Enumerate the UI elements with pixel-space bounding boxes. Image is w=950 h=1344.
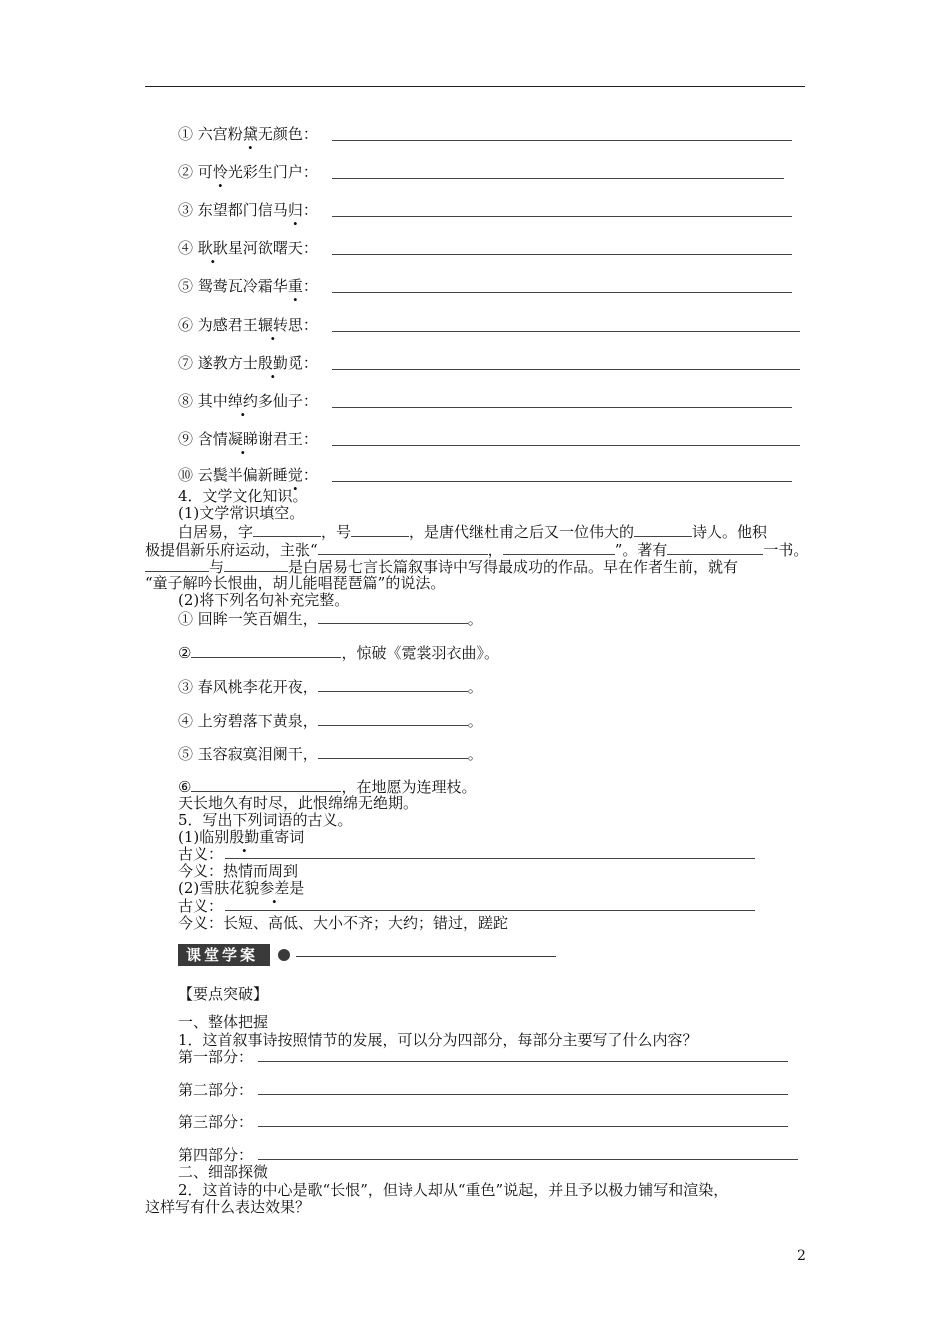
q5-word2 <box>178 879 304 898</box>
q4-line1 <box>178 522 767 542</box>
blank-field[interactable] <box>634 522 692 537</box>
answer-line[interactable] <box>225 858 755 859</box>
item-text: 东望都门信马 <box>197 201 288 219</box>
part-label-3: 第三部分： <box>178 1113 254 1131</box>
answer-line[interactable] <box>258 1159 798 1160</box>
item-text: 遂教方士 <box>197 354 258 372</box>
text: ，在地愿为连理枝。 <box>341 778 477 796</box>
item-number: ⑧ <box>178 392 194 410</box>
blank-field[interactable] <box>318 711 468 726</box>
blank-field[interactable] <box>318 609 468 624</box>
text: (2)雪肤花貌 <box>178 879 260 897</box>
dotted-word: 辗转 <box>257 316 288 334</box>
item-text: 鸳鸯瓦冷霜华 <box>197 277 288 295</box>
answer-line[interactable] <box>332 254 792 255</box>
blank-field[interactable] <box>318 677 468 692</box>
part-label-1: 第一部分： <box>178 1048 254 1066</box>
dotted-word: 怜 <box>212 163 228 181</box>
explanation-item <box>178 162 318 182</box>
answer-line[interactable] <box>258 1094 788 1095</box>
item-text: 可 <box>197 163 213 181</box>
text: 白居易，字 <box>178 523 254 541</box>
item-text: ： <box>302 466 318 484</box>
item-text: 为感君王 <box>197 316 258 334</box>
answer-line[interactable] <box>332 369 800 370</box>
blank-field[interactable] <box>318 744 468 759</box>
q4-sub1: (1)文学常识填空。 <box>178 504 305 522</box>
item-number: ③ <box>178 201 194 219</box>
key-points-heading: 【要点突破】 <box>178 985 269 1003</box>
banner-label: 课堂学案 <box>178 944 270 966</box>
answer-line[interactable] <box>225 910 755 911</box>
text: ， <box>487 541 503 559</box>
answer-line[interactable] <box>332 178 784 179</box>
blank-field[interactable] <box>224 557 288 572</box>
dotted-word: 绰约 <box>227 392 258 410</box>
verse-5 <box>178 744 483 764</box>
item-text: ： <box>302 201 318 219</box>
answer-line[interactable] <box>332 481 792 482</box>
item-text: 星河欲曙天： <box>227 239 318 257</box>
header-rule <box>145 86 805 87</box>
item-number: ⑦ <box>178 354 194 372</box>
explanation-item <box>178 124 318 144</box>
blank-field[interactable] <box>503 540 615 555</box>
question-2a: 2．这首诗的中心是歌“长恨”，但诗人却从“重色”说起，并且予以极力铺写和渲染， <box>178 1181 729 1199</box>
text: ③ 春风桃李花开夜， <box>178 678 318 696</box>
item-number: ① <box>178 125 194 143</box>
item-number: ④ <box>178 239 194 257</box>
explanation-item <box>178 238 318 258</box>
explanation-item <box>178 391 318 411</box>
dotted-word: 觉 <box>287 466 303 484</box>
question-1: 1．这首叙事诗按照情节的发展，可以分为四部分，每部分主要写了什么内容？ <box>178 1031 698 1049</box>
page-number: 2 <box>797 1248 806 1264</box>
blank-field[interactable] <box>253 522 321 537</box>
answer-line[interactable] <box>332 140 792 141</box>
text: ④ 上穷碧落下黄泉， <box>178 712 318 730</box>
item-text: 含情 <box>197 430 228 448</box>
text: ，是唐代继杜甫之后又一位伟大的 <box>409 523 635 541</box>
q5-jin2: 今义：长短、高低、大小不齐；大约；错过，蹉跎 <box>178 914 509 932</box>
item-number: ⑥ <box>178 316 194 334</box>
text: 诗人。他积 <box>692 523 768 541</box>
verse-2 <box>178 643 499 663</box>
blank-field[interactable] <box>191 643 341 658</box>
q5-jin1: 今义：热情而周到 <box>178 862 299 880</box>
blank-field[interactable] <box>145 557 209 572</box>
q4-title: 4．文学文化知识。 <box>178 487 308 505</box>
answer-line[interactable] <box>332 331 800 332</box>
dotted-word: 黛 <box>242 125 258 143</box>
q5-gu1-label: 古义： <box>178 845 224 863</box>
blank-field[interactable] <box>318 540 488 555</box>
text: 重寄词 <box>259 828 305 846</box>
explanation-item <box>178 465 318 485</box>
dotted-word: 归 <box>287 201 303 219</box>
text: ⑥ <box>178 778 192 796</box>
item-text: 其中 <box>197 392 228 410</box>
text: 与 <box>209 558 225 576</box>
item-text: 谢君王： <box>257 430 318 448</box>
item-text: 无颜色： <box>257 125 318 143</box>
item-text: ： <box>302 277 318 295</box>
answer-line[interactable] <box>332 445 800 446</box>
item-text: 思： <box>287 316 318 334</box>
text: 。 <box>467 678 483 696</box>
text: 。 <box>467 745 483 763</box>
text: 一书。 <box>763 541 809 559</box>
dotted-word: 重 <box>287 277 303 295</box>
answer-line[interactable] <box>332 216 792 217</box>
text: ，惊破《霓裳羽衣曲》。 <box>341 644 499 662</box>
q5-title: 5．写出下列词语的古义。 <box>178 811 353 829</box>
item-number: ⑩ <box>178 466 194 484</box>
text: 是白居易七言长篇叙事诗中写得最成功的作品。早在作者生前，就有 <box>288 558 739 576</box>
answer-line[interactable] <box>258 1061 788 1062</box>
text: ，号 <box>321 523 352 541</box>
dotted-word: 殷勤 <box>257 354 288 372</box>
verse-7: 天长地久有时尽，此恨绵绵无绝期。 <box>178 794 419 812</box>
q4-sub2: (2)将下列名句补充完整。 <box>178 591 350 609</box>
text: ② <box>178 644 192 662</box>
blank-field[interactable] <box>191 777 341 792</box>
blank-field[interactable] <box>351 522 409 537</box>
item-text: 多仙子： <box>257 392 318 410</box>
part-label-2: 第二部分： <box>178 1081 254 1099</box>
answer-line[interactable] <box>332 407 792 408</box>
item-text: 觅： <box>287 354 318 372</box>
bullet-circle-icon <box>278 949 290 961</box>
item-number: ⑤ <box>178 277 194 295</box>
text: 极提倡新乐府运动，主张“ <box>145 541 318 559</box>
text: ① 回眸一笑百媚生， <box>178 610 318 628</box>
verse-4 <box>178 711 483 731</box>
explanation-item <box>178 429 318 449</box>
verse-1 <box>178 609 483 629</box>
text: (1)临别 <box>178 828 230 846</box>
item-text: 光彩生门户： <box>227 163 318 181</box>
text: 。 <box>467 712 483 730</box>
text: 。 <box>467 610 483 628</box>
dotted-word: 凝睇 <box>227 430 258 448</box>
item-number: ⑨ <box>178 430 194 448</box>
verse-3 <box>178 677 483 697</box>
item-text: 云鬓半偏新睡 <box>197 466 288 484</box>
explanation-item <box>178 276 318 296</box>
part-label-4: 第四部分： <box>178 1146 254 1164</box>
item-text: 六宫粉 <box>197 125 243 143</box>
text: 是 <box>289 879 305 897</box>
part2-heading: 二、细部探微 <box>178 1163 269 1181</box>
explanation-item <box>178 353 318 373</box>
text: ”。著有 <box>614 541 668 559</box>
answer-line[interactable] <box>258 1126 788 1127</box>
dotted-word: 参差 <box>259 879 290 897</box>
explanation-item <box>178 200 318 220</box>
item-number: ② <box>178 163 194 181</box>
q5-gu2-label: 古义： <box>178 897 224 915</box>
text: ⑤ 玉容寂寞泪阑干， <box>178 745 318 763</box>
answer-line[interactable] <box>332 292 792 293</box>
dotted-word: 殷勤 <box>229 828 260 846</box>
blank-field[interactable] <box>667 540 763 555</box>
explanation-item <box>178 315 318 335</box>
dotted-word: 耿耿 <box>197 239 228 257</box>
part1-heading: 一、整体把握 <box>178 1013 269 1031</box>
question-2b: 这样写有什么表达效果？ <box>145 1198 311 1216</box>
banner-rule <box>296 956 556 957</box>
q4-line4: “童子解吟长恨曲，胡儿能唱琵琶篇”的说法。 <box>145 574 446 592</box>
